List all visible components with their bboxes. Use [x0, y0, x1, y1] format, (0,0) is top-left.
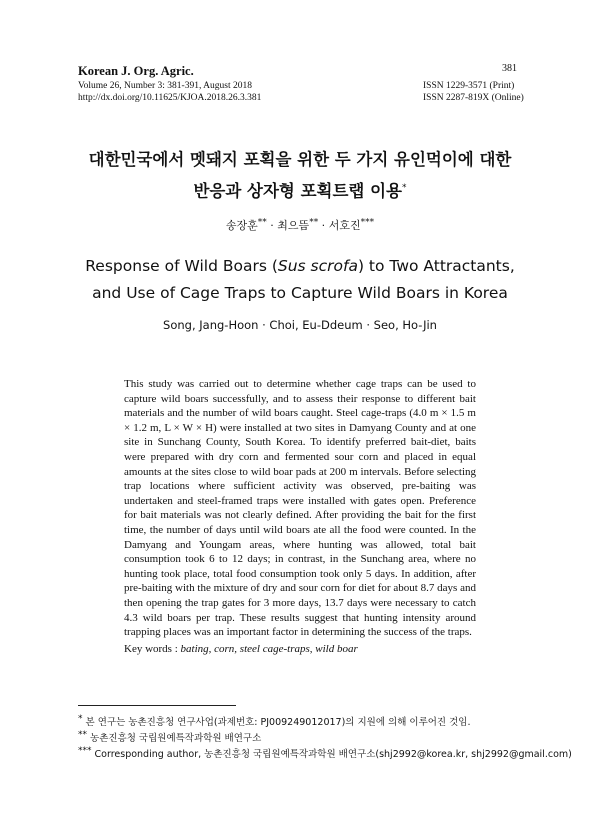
citation-info	[78, 80, 261, 104]
english-authors: Song, Jang-Hoon · Choi, Eu-Ddeum · Seo, Ho-Jin	[163, 318, 437, 332]
title-footnote-mark: *	[402, 183, 407, 193]
korean-title	[0, 146, 600, 206]
keywords-terms: bating, corn, steel cage-traps, wild boar	[180, 643, 358, 655]
author-mark: ***	[360, 217, 375, 228]
issn-online: ISSN 2287-819X (Online)	[423, 93, 524, 103]
author-mark: **	[257, 217, 267, 228]
footnote-mark: **	[78, 730, 87, 740]
korean-authors	[0, 217, 600, 233]
author-name: 최으뜸	[277, 219, 310, 232]
keywords-label: Key words :	[124, 643, 181, 655]
author-mark: **	[309, 217, 319, 228]
volume-info: Volume 26, Number 3: 381-391, August 2018	[78, 81, 252, 91]
journal-name: Korean J. Org. Agric.	[78, 64, 194, 78]
keywords	[124, 643, 358, 655]
page-number: 381	[502, 63, 517, 74]
author-name: 서호진	[328, 219, 361, 232]
footnote-funding: * 본 연구는 농촌진흥청 연구사업(과제번호: PJ009249012017)의 지원에 의해 이루어진 것임.	[78, 714, 471, 729]
author-separator: ·	[266, 219, 278, 232]
korean-title-line1: 대한민국에서 멧돼지 포획을 위한 두 가지 유인먹이에 대한	[88, 150, 512, 169]
footnote-divider	[78, 705, 236, 706]
footnote-affiliation: ** 농촌진흥청 국립원예특작과학원 배연구소	[78, 730, 262, 745]
english-title-line2: and Use of Cage Traps to Capture Wild Boars in Korea	[92, 284, 508, 302]
author-separator: ·	[318, 219, 329, 232]
doi-link[interactable]: http://dx.doi.org/10.11625/KJOA.2018.26.3.381	[78, 93, 262, 103]
korean-title-line2: 반응과 상자형 포획트랩 이용*	[193, 181, 407, 201]
footnote-mark: *	[78, 714, 83, 724]
issn-print: ISSN 1229-3571 (Print)	[423, 81, 515, 91]
species-name: Sus scrofa	[277, 257, 358, 275]
abstract: This study was carried out to determine whether cage traps can be used to capture wild boars successfully, and to assess their response to different bait materials and the number of wild boars caught. Steel cage-traps (4.0 m × 1.5 m × 1.2 m, L × W × H) were installed at two sites in Damyang County and at one site in Sunchang County, South Korea. To identify preferred bait-diet, baits were prepared with dry corn and fermented sour corn and placed in equal amounts at the sites close to wild boar pads at 200 m intervals. Before selecting trap locations where sufficient activity was observed, pre-baiting was undertaken and steel-framed traps were installed with gates open. Preference for bait materials was not clearly defined. After providing the bait for the first time, the number of days until wild boars ate all the food were counted. In the Damyang and Youngam areas, where hunting was allowed, total bait consumption took 6 to 12 days; in contrast, in the Sunchang area, where no hunting took place, total food consumption took only 5 days. In addition, after pre-baiting with the mixture of dry and sour corn for diet for about 8.7 days and then opening the trap gates for 3 more days, 13.7 days were necessary to catch 4.3 wild boars per trap. These results suggest that hunting intensity around trapping places was an important factor in determining the success of the traps.	[124, 378, 476, 639]
author-name: 송장훈	[225, 219, 258, 232]
footnote-corresponding: *** Corresponding author, 농촌진흥청 국립원예특작과학원 배연구소(shj2992@korea.kr, shj2992@gmail.com)	[78, 746, 572, 761]
issn-info	[423, 80, 524, 104]
english-title	[0, 253, 600, 307]
footnote-mark: ***	[78, 746, 92, 756]
english-title-line1: Response of Wild Boars (Sus scrofa) to Two Attractants,	[85, 257, 515, 275]
